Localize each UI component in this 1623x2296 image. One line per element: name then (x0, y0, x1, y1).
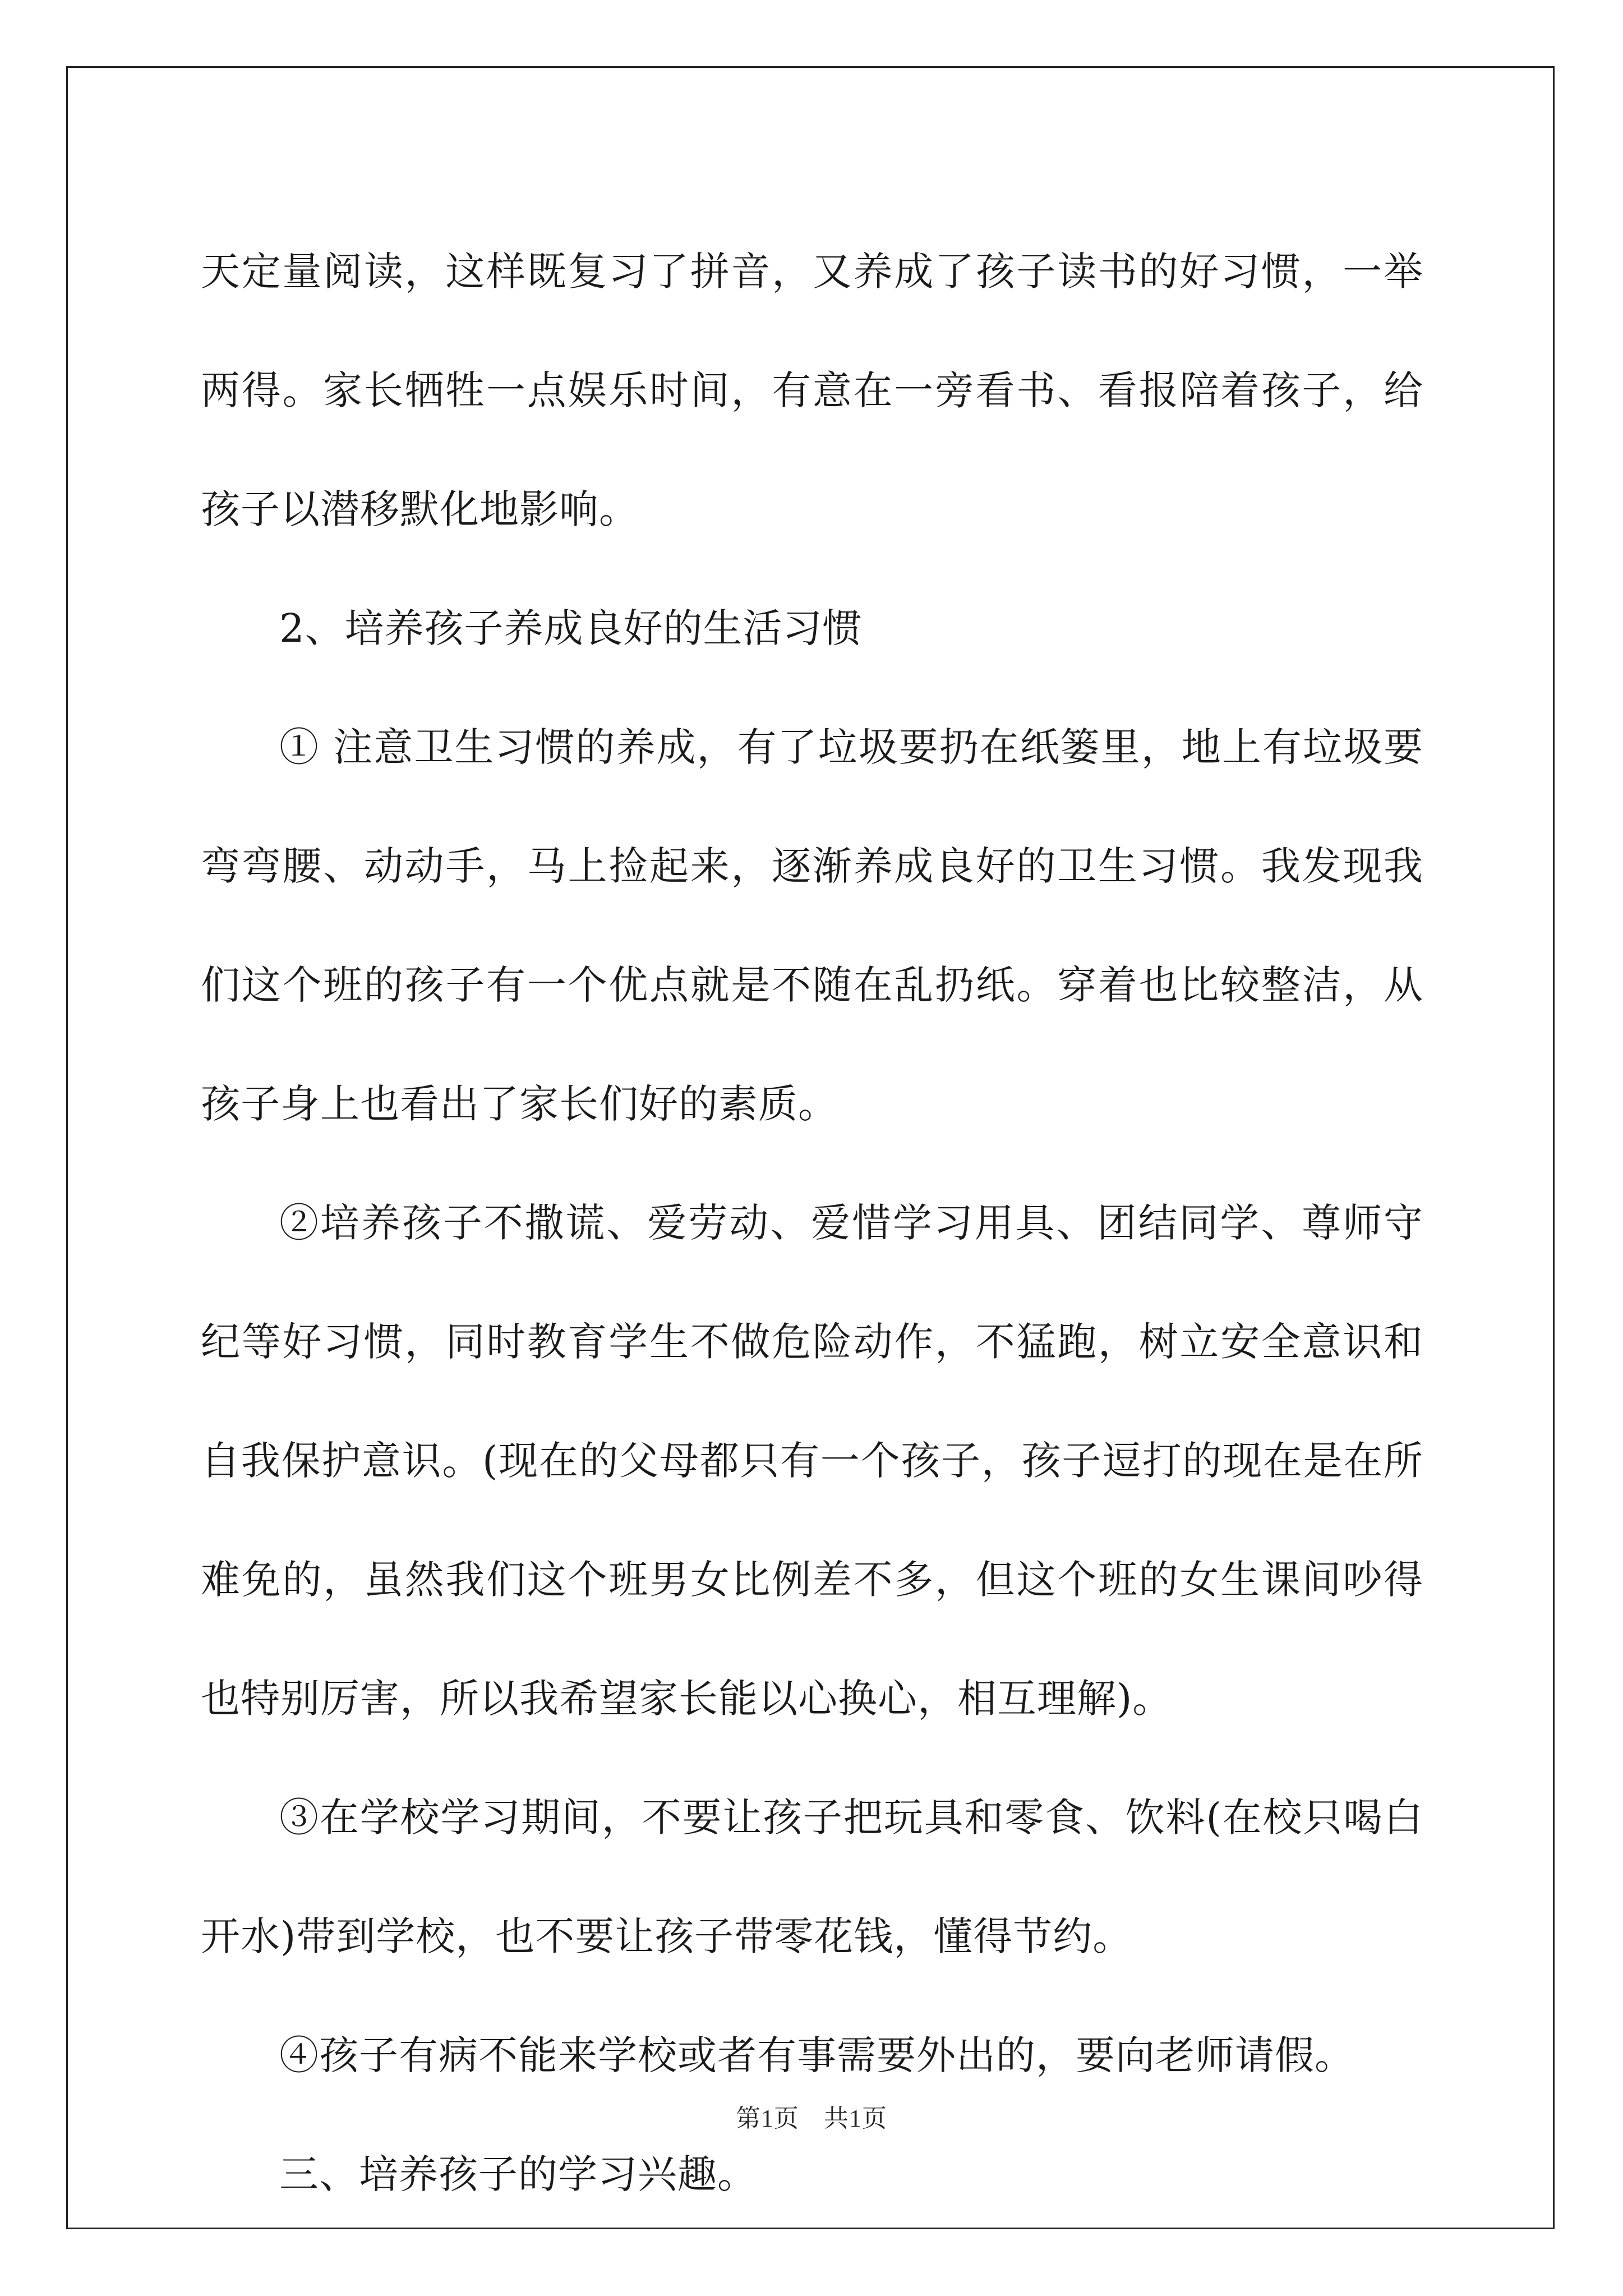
paragraph: ④孩子有病不能来学校或者有事需要外出的，要向老师请假。 (279, 2032, 1354, 2078)
paragraph: 天定量阅读，这样既复习了拼音，又养成了孩子读书的好习惯，一举两得。家长牺牲一点娱乐时间，有意在一旁看书、看报陪着孩子，给孩子以潜移默化地影响。 (201, 249, 1423, 532)
page-total: 共1页 (824, 2105, 887, 2132)
page-footer (0, 2098, 1623, 2134)
paragraph: ②培养孩子不撒谎、爱劳动、爱惜学习用具、团结同学、尊师守纪等好习惯，同时教育学生不做危险动作，不猛跑，树立安全意识和自我保护意识。(现在的父母都只有一个孩子，孩子逗打的现在是在所难免的，虽然我们这个班男女比例差不多，但这个班的女生课间吵得也特别厉害，所以我希望家长能以心换心，相互理解)。 (201, 1200, 1423, 1722)
paragraph: ③在学校学习期间，不要让孩子把玩具和零食、饮料(在校只喝白开水)带到学校，也不要让孩子带零花钱，懂得节约。 (201, 1795, 1423, 1959)
section-heading: 2、培养孩子养成良好的生活习惯 (279, 605, 863, 651)
section-heading: 三、培养孩子的学习兴趣。 (279, 2151, 757, 2197)
document-body (201, 212, 1423, 2234)
paragraph: ① 注意卫生习惯的养成，有了垃圾要扔在纸篓里，地上有垃圾要弯弯腰、动动手，马上捡起来，逐渐养成良好的卫生习惯。我发现我们这个班的孩子有一个优点就是不随在乱扔纸。穿着也比较整洁，从孩子身上也看出了家长们好的素质。 (201, 724, 1423, 1127)
page-number: 第1页 (736, 2105, 799, 2132)
